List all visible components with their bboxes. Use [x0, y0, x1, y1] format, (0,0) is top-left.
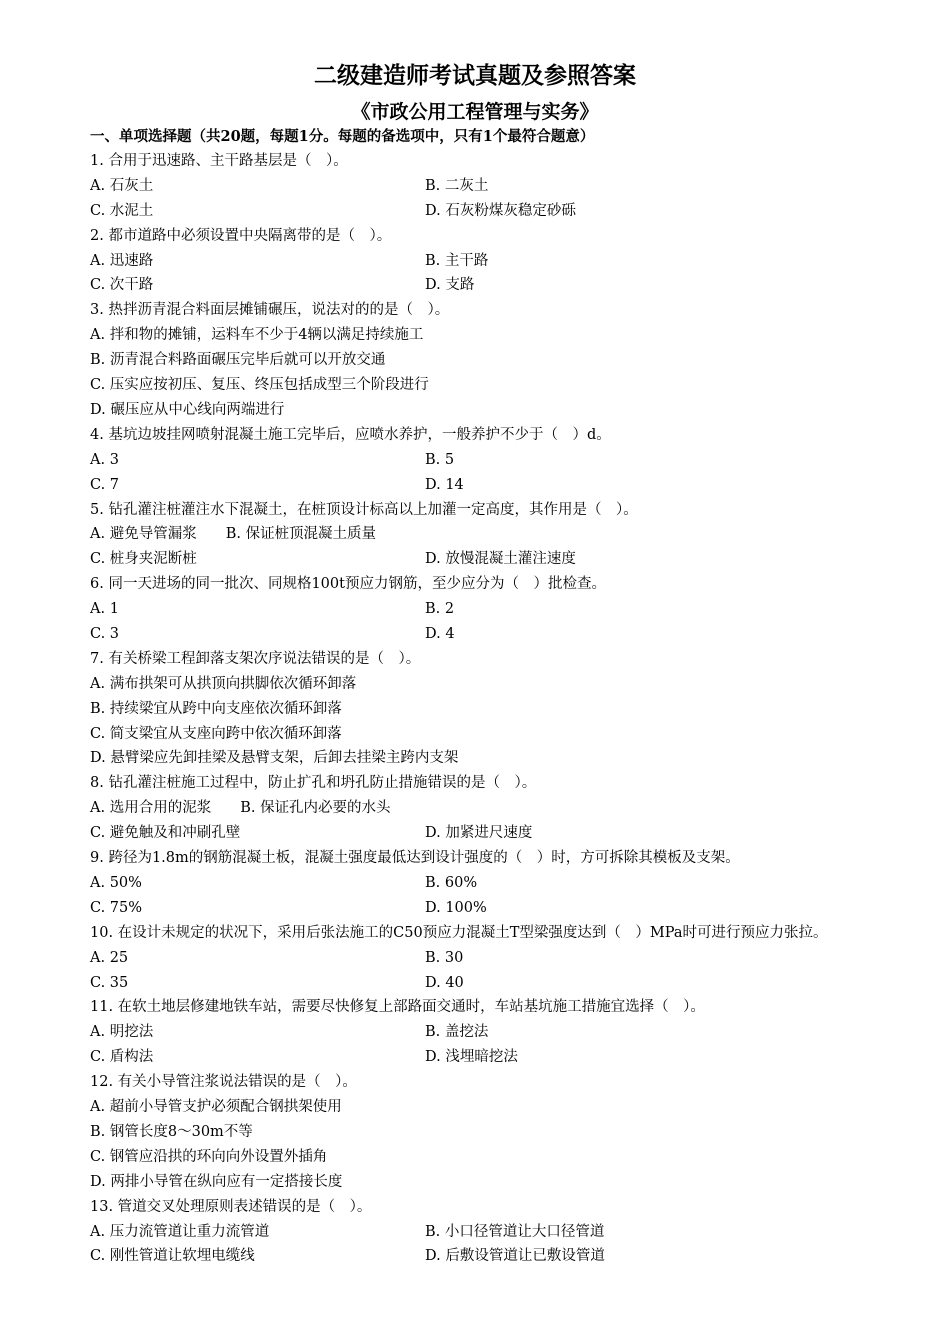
answer-option: B. 5 [425, 451, 455, 468]
answer-option: B. 盖挖法 [425, 1024, 489, 1041]
option-row [90, 1045, 870, 1070]
option-row [90, 522, 870, 547]
option-row [90, 796, 870, 821]
question-text: 3. 热拌沥青混合料面层摊铺碾压，说法对的的是（ ）。 [90, 302, 450, 319]
page-title: 二级建造师考试真题及参照答案 [314, 62, 636, 89]
question-item [90, 771, 870, 846]
option-row [90, 871, 870, 896]
answer-option: C. 次干路 [90, 277, 154, 294]
answer-option: A. 1 [90, 601, 119, 618]
answer-option: B. 沥青混合料路面碾压完毕后就可以开放交通 [90, 352, 386, 369]
option-row [90, 1170, 870, 1195]
answer-option: C. 避免触及和冲刷孔壁 [90, 825, 241, 842]
option-row [90, 249, 870, 274]
question-text: 4. 基坑边坡挂网喷射混凝土施工完毕后，应喷水养护，一般养护不少于（ ）d。 [90, 426, 611, 443]
option-row [90, 946, 870, 971]
answer-option: C. 75% [90, 899, 143, 916]
option-row [90, 971, 870, 996]
question-item [90, 1195, 870, 1270]
option-row [90, 672, 870, 697]
option-row [90, 896, 870, 921]
question-text: 12. 有关小导管注浆说法错误的是（ ）。 [90, 1074, 357, 1091]
answer-option: C. 桩身夹泥断桩 [90, 551, 197, 568]
answer-option: B. 持续梁宜从跨中向支座依次循环卸落 [90, 700, 342, 717]
page-subtitle: 《市政公用工程管理与实务》 [351, 101, 599, 123]
answer-option: A. 50% [90, 874, 142, 891]
option-row [90, 722, 870, 747]
question-item [90, 149, 870, 224]
option-row [90, 398, 870, 423]
question-text: 10. 在设计未规定的状况下，采用后张法施工的C50预应力混凝土T型梁强度达到（ ）MPa时可进行预应力张拉。 [90, 924, 828, 941]
answer-option: D. 100% [425, 899, 487, 916]
answer-option: D. 40 [425, 974, 464, 991]
answer-option: B. 小口径管道让大口径管道 [425, 1223, 605, 1240]
answer-option: C. 刚性管道让软埋电缆线 [90, 1248, 255, 1265]
answer-option: B. 60% [425, 874, 478, 891]
answer-option: A. 压力流管道让重力流管道 [90, 1223, 270, 1240]
answer-option: C. 盾构法 [90, 1049, 154, 1066]
answer-option: A. 避免导管漏浆 B. 保证桩顶混凝土质量 [90, 526, 377, 543]
answer-option: A. 超前小导管支护必须配合钢拱架使用 [90, 1099, 342, 1116]
section-heading: 一、单项选择题（共20题，每题1分。每题的备选项中，只有1个最符合题意） [90, 128, 595, 145]
option-row [90, 697, 870, 722]
answer-option: B. 主干路 [425, 252, 489, 269]
answer-option: C. 钢管应沿拱的环向向外设置外插角 [90, 1148, 328, 1165]
answer-option: D. 支路 [425, 277, 475, 294]
answer-option: A. 选用合用的泥浆 B. 保证孔内必要的水头 [90, 800, 391, 817]
option-row [90, 348, 870, 373]
option-row [90, 323, 870, 348]
answer-option: C. 35 [90, 974, 129, 991]
answer-option: D. 放慢混凝土灌注速度 [425, 551, 576, 568]
question-item [90, 498, 870, 573]
answer-option: D. 14 [425, 476, 464, 493]
option-row [90, 1220, 870, 1245]
answer-option: D. 碾压应从中心线向两端进行 [90, 401, 285, 418]
question-item [90, 846, 870, 921]
option-row [90, 448, 870, 473]
answer-option: B. 二灰土 [425, 177, 489, 194]
answer-option: D. 加紧进尺速度 [425, 825, 533, 842]
answer-option: D. 悬臂梁应先卸挂梁及悬臂支架，后卸去挂梁主跨内支架 [90, 750, 459, 767]
option-row [90, 174, 870, 199]
answer-option: D. 浅埋暗挖法 [425, 1049, 518, 1066]
answer-option: C. 压实应按初压、复压、终压包括成型三个阶段进行 [90, 377, 429, 394]
option-row [90, 821, 870, 846]
question-text: 5. 钻孔灌注桩灌注水下混凝土，在桩顶设计标高以上加灌一定高度，其作用是（ ）。 [90, 501, 638, 518]
option-row [90, 473, 870, 498]
answer-option: B. 2 [425, 601, 455, 618]
answer-option: B. 30 [425, 949, 464, 966]
question-item [90, 423, 870, 498]
answer-option: C. 7 [90, 476, 120, 493]
answer-option: D. 后敷设管道让已敷设管道 [425, 1248, 605, 1265]
option-row [90, 746, 870, 771]
question-item [90, 572, 870, 647]
question-item [90, 1070, 870, 1194]
answer-option: B. 钢管长度8～30m不等 [90, 1123, 253, 1140]
answer-option: C. 简支梁宜从支座向跨中依次循环卸落 [90, 725, 342, 742]
question-text: 1. 合用于迅速路、主干路基层是（ ）。 [90, 153, 348, 169]
answer-option: A. 明挖法 [90, 1024, 154, 1041]
question-text: 9. 跨径为1.8m的钢筋混凝土板，混凝土强度最低达到设计强度的（ ）时，方可拆除其模板及支架。 [90, 850, 740, 867]
option-row [90, 622, 870, 647]
question-item [90, 298, 870, 422]
question-text: 13. 管道交叉处理原则表述错误的是（ ）。 [90, 1198, 372, 1215]
option-row [90, 1244, 870, 1269]
question-text: 2. 都市道路中必须设置中央隔离带的是（ ）。 [90, 227, 392, 244]
answer-option: D. 两排小导管在纵向应有一定搭接长度 [90, 1173, 343, 1190]
question-item [90, 224, 870, 299]
answer-option: D. 石灰粉煤灰稳定砂砾 [425, 202, 576, 219]
question-list [90, 149, 870, 1269]
answer-option: A. 石灰土 [90, 177, 154, 194]
option-row [90, 547, 870, 572]
answer-option: A. 满布拱架可从拱顶向拱脚依次循环卸落 [90, 675, 357, 692]
question-text: 11. 在软土地层修建地铁车站，需要尽快修复上部路面交通时，车站基坑施工措施宜选择（ ）。 [90, 999, 705, 1016]
question-text: 7. 有关桥梁工程卸落支架次序说法错误的是（ ）。 [90, 650, 421, 667]
question-item [90, 995, 870, 1070]
question-text: 8. 钻孔灌注桩施工过程中，防止扩孔和坍孔防止措施错误的是（ ）。 [90, 775, 537, 792]
option-row [90, 597, 870, 622]
answer-option: A. 3 [90, 451, 119, 468]
answer-option: A. 25 [90, 949, 129, 966]
option-row [90, 1145, 870, 1170]
answer-option: A. 拌和物的摊铺，运料车不少于4辆以满足持续施工 [90, 327, 424, 344]
option-row [90, 273, 870, 298]
question-item [90, 921, 870, 996]
answer-option: C. 3 [90, 626, 120, 643]
answer-option: A. 迅速路 [90, 252, 154, 269]
question-text: 6. 同一天进场的同一批次、同规格100t预应力钢筋，至少应分为（ ）批检查。 [90, 576, 606, 593]
option-row [90, 1120, 870, 1145]
option-row [90, 199, 870, 224]
option-row [90, 1095, 870, 1120]
option-row [90, 373, 870, 398]
answer-option: D. 4 [425, 626, 455, 643]
question-item [90, 647, 870, 771]
answer-option: C. 水泥土 [90, 202, 154, 219]
option-row [90, 1020, 870, 1045]
